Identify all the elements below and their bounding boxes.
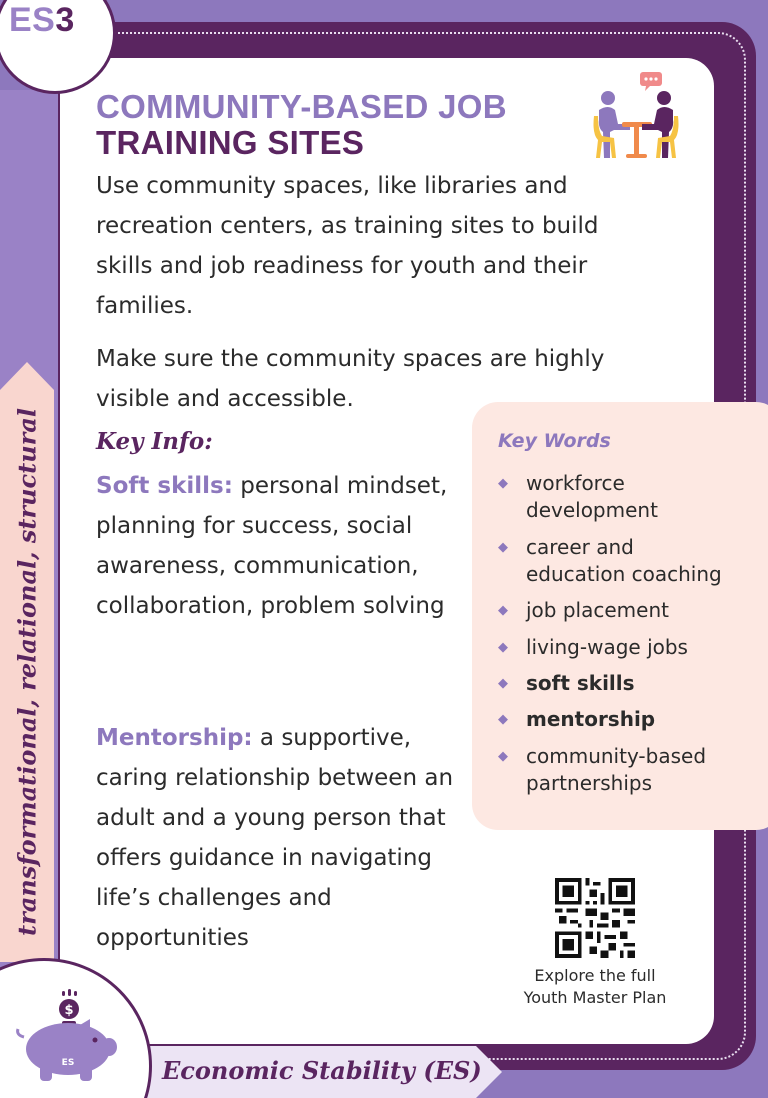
key-words-panel (472, 402, 768, 830)
title-line-1: COMMUNITY-BASED JOB (96, 88, 507, 125)
mentorship-definition (96, 718, 456, 958)
keyword-item: ◆ soft skills (498, 671, 635, 695)
intro-paragraph-2: Make sure the community spaces are highly visible and accessible. (96, 346, 605, 412)
qr-caption: Explore the full Youth Master Plan (523, 966, 667, 1007)
badge-prefix: ES (9, 1, 56, 39)
diamond-bullet-icon: ◆ (498, 603, 508, 618)
meeting-people-icon (588, 70, 684, 164)
keyword-item: ◆ community-based partnerships (498, 744, 707, 795)
diamond-bullet-icon: ◆ (498, 712, 508, 727)
pig-label: ES (61, 1058, 75, 1068)
badge-number: 3 (55, 1, 75, 39)
diamond-bullet-icon: ◆ (498, 540, 508, 555)
soft-skills-text: personal mindset, planning for success, social awareness, communication, collaboration, problem solving (96, 473, 448, 619)
mentorship-text: a supportive, caring relationship between an adult and a young person that offers guidance in navigating life’s challenges and opportunities (96, 725, 454, 951)
diamond-bullet-icon: ◆ (498, 476, 508, 491)
diamond-bullet-icon: ◆ (498, 640, 508, 655)
keyword-item: ◆ career and education coaching (498, 535, 722, 586)
piggy-bank-icon (10, 985, 120, 1085)
keyword-item: ◆ living-wage jobs (498, 635, 688, 659)
intro-paragraph-1: Use community spaces, like libraries and recreation centers, as training sites to build skills and job readiness for youth and their families. (96, 173, 599, 319)
key-info-heading: Key Info: (96, 428, 213, 455)
svg-text:$: $ (64, 1003, 74, 1018)
diamond-bullet-icon: ◆ (498, 749, 508, 764)
qr-code-icon[interactable] (555, 878, 635, 958)
side-label: transformational, relational, structural (12, 408, 42, 936)
soft-skills-definition (96, 466, 456, 626)
diamond-bullet-icon: ◆ (498, 676, 508, 691)
mentorship-term: Mentorship: (96, 725, 253, 751)
keyword-item: ◆ mentorship (498, 707, 656, 731)
title-line-2: TRAINING SITES (96, 124, 365, 161)
keyword-item: ◆ job placement (498, 598, 669, 622)
key-words-heading: Key Words (498, 430, 611, 452)
footer-label: Economic Stability (ES) (162, 1056, 482, 1085)
soft-skills-term: Soft skills: (96, 473, 233, 499)
keyword-item: ◆ workforce development (498, 471, 658, 522)
